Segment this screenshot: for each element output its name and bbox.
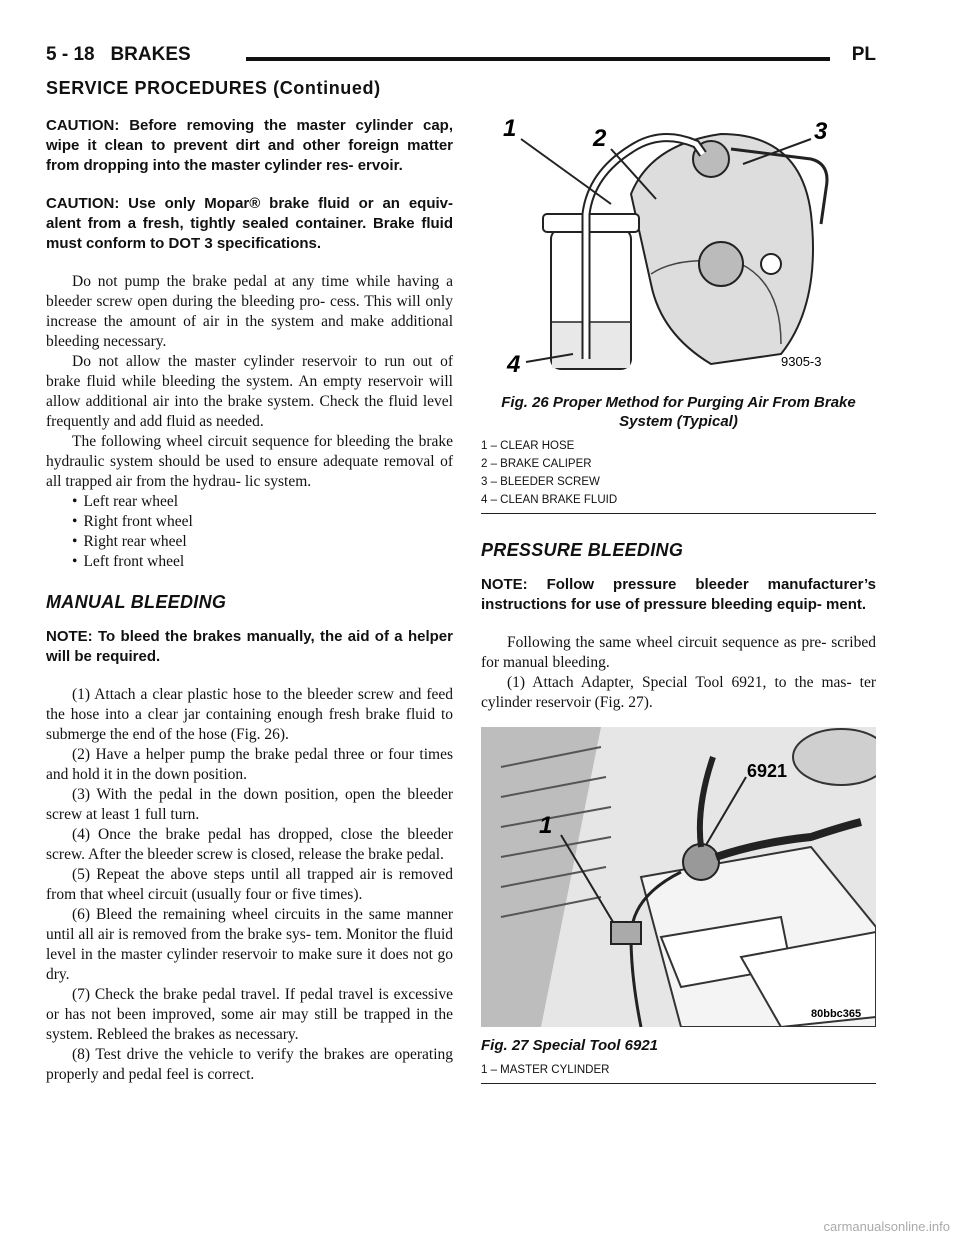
step: (4) Once the brake pedal has dropped, close the bleeder screw. After the bleeder screw is closed, release the brake pedal. (46, 826, 453, 863)
right-column (481, 104, 876, 1084)
callout-3: 3 (814, 118, 828, 145)
callout-1: 1 (503, 115, 517, 142)
legend-item: 4 – CLEAN BRAKE FLUID (481, 494, 618, 506)
left-column (46, 116, 453, 1085)
section-title: SERVICE PROCEDURES (Continued) (46, 78, 381, 98)
figure-27 (481, 727, 876, 1084)
step: (7) Check the brake pedal travel. If pedal travel is excessive or has not been improved, some air may still be trapped in the system. Rebleed the brakes as necessary. (46, 986, 453, 1043)
paragraph: Do not pump the brake pedal at any time while having a bleeder screw open during the bleeding pro- cess. This will only increase the amount of air in the system and make additional bleeding necessary. (46, 273, 453, 350)
heading-pressure-bleeding: PRESSURE BLEEDING (481, 540, 684, 560)
step: (5) Repeat the above steps until all trapped air is removed from that wheel circuit (usually four or five times). (46, 866, 453, 903)
legend-item: 3 – BLEEDER SCREW (481, 476, 600, 488)
note-pressure: NOTE: Follow pressure bleeder manufacturer’s instructions for use of pressure bleeding equip- ment. (481, 576, 876, 613)
legend-item: 2 – BRAKE CALIPER (481, 458, 592, 470)
figure-27-legend (481, 1061, 876, 1083)
callout-4: 4 (507, 351, 521, 378)
list-item: • Left front wheel (46, 552, 453, 572)
legend-item: 1 – CLEAR HOSE (481, 440, 575, 452)
paragraph: Following the same wheel circuit sequence as pre- scribed for manual bleeding. (481, 634, 876, 671)
figure-code: 80bbc365 (811, 1008, 862, 1020)
step: (2) Have a helper pump the brake pedal three or four times and hold it in the down position. (46, 746, 453, 783)
legend-item: 1 – MASTER CYLINDER (481, 1064, 610, 1076)
page-header (46, 44, 876, 74)
step: (6) Bleed the remaining wheel circuits in the same manner until all air is removed from the brake sys- tem. Monitor the fluid level in the master cylinder reservoir to make sure it does not go dry. (46, 906, 453, 983)
figure-27-illustration (481, 727, 876, 1027)
caution-master-cylinder: CAUTION: Before removing the master cylinder cap, wipe it clean to prevent dirt and other foreign matter from dropping into the master cylinder res- ervoir. (46, 117, 453, 174)
step: (1) Attach a clear plastic hose to the bleeder screw and feed the hose into a clear jar containing enough fresh brake fluid to submerge the end of the hose (Fig. 26). (46, 686, 453, 743)
step: (1) Attach Adapter, Special Tool 6921, to the mas- ter cylinder reservoir (Fig. 27). (481, 674, 876, 711)
note-manual: NOTE: To bleed the brakes manually, the aid of a helper will be required. (46, 628, 453, 665)
watermark: carmanualsonline.info (823, 1219, 950, 1234)
list-item: • Left rear wheel (46, 492, 453, 512)
paragraph: Do not allow the master cylinder reservoir to run out of brake fluid while bleeding the system. An empty reservoir will allow additional air into the brake system. Check the fluid level frequently and add fluid as needed. (46, 353, 453, 430)
figure-26-illustration (481, 104, 876, 384)
list-item: • Right front wheel (46, 512, 453, 532)
paragraph: The following wheel circuit sequence for bleeding the brake hydraulic system should be used to ensure adequate removal of all trapped air from the hydrau- lic system. (46, 433, 453, 490)
step: (8) Test drive the vehicle to verify the brakes are operating properly and pedal feel is correct. (46, 1046, 453, 1083)
caution-brake-fluid: CAUTION: Use only Mopar® brake fluid or an equiv- alent from a fresh, tightly sealed container. Brake fluid must conform to DOT 3 specifications. (46, 195, 453, 252)
model-code: PL (851, 44, 876, 65)
page-number: 5 - 18 BRAKES (46, 44, 191, 65)
step: (3) With the pedal in the down position, open the bleeder screw at least 1 full turn. (46, 786, 453, 823)
figure-26-legend (481, 437, 876, 513)
list-item: • Right rear wheel (46, 532, 453, 552)
figure-26-caption: Fig. 26 Proper Method for Purging Air From Brake System (Typical) (501, 394, 856, 430)
figure-26 (481, 104, 876, 514)
callout-1: 1 (539, 812, 553, 839)
header-rule (246, 57, 830, 61)
tool-label: 6921 (747, 761, 788, 781)
figure-code: 9305-3 (781, 354, 822, 369)
heading-manual-bleeding: MANUAL BLEEDING (46, 592, 227, 612)
figure-27-caption: Fig. 27 Special Tool 6921 (481, 1037, 659, 1054)
callout-2: 2 (593, 125, 607, 152)
